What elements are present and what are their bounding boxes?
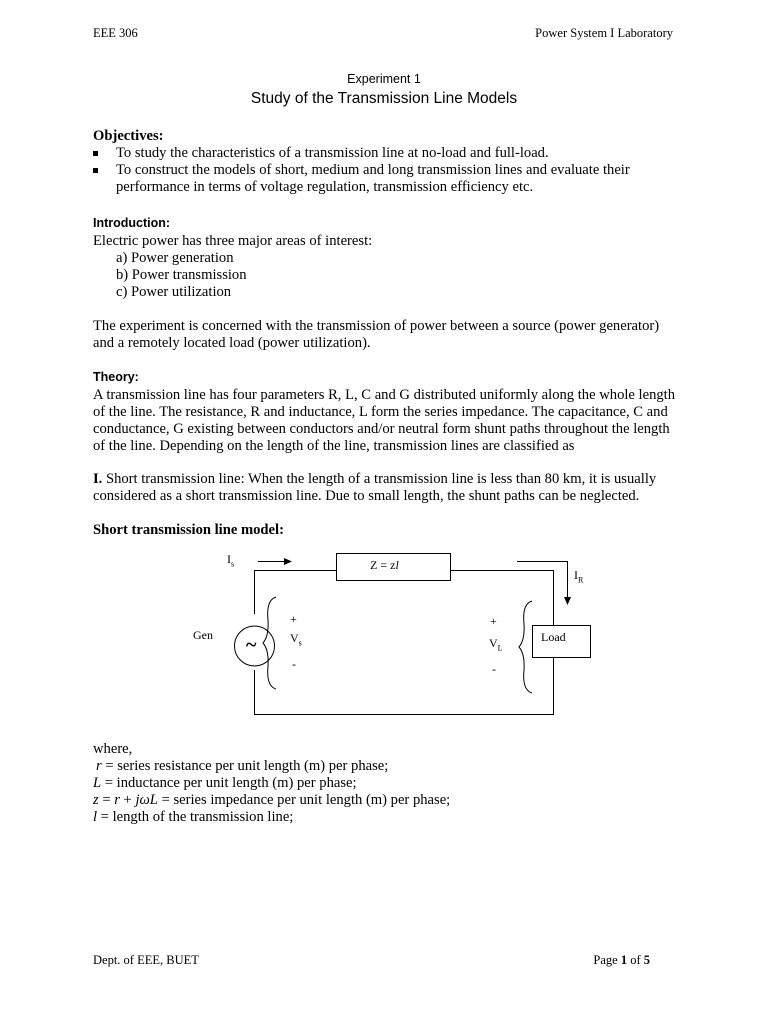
- ir-label: [574, 568, 583, 584]
- vl-plus: +: [490, 614, 497, 628]
- footer-page-word: Page: [593, 953, 621, 967]
- def-z-symbol: z: [93, 792, 99, 808]
- vs-plus: +: [290, 612, 297, 626]
- header-lab: Power System I Laboratory: [535, 26, 673, 40]
- def-L: [93, 775, 357, 792]
- impedance-label-prefix: Z = z: [370, 558, 396, 572]
- intro-paragraph-line: and a remotely located load (power utilization).: [93, 335, 371, 351]
- def-z-jwl: jωL: [135, 792, 158, 808]
- theory-line: conductance, G existing between conductors and/or neutral form shunt paths throughout the length: [93, 421, 670, 437]
- vl-minus: -: [492, 662, 496, 676]
- def-r-symbol: r: [96, 758, 102, 774]
- experiment-number: Experiment 1: [347, 72, 421, 86]
- theory-heading: Theory:: [93, 370, 139, 384]
- def-z-r: r: [114, 792, 120, 808]
- footer-of-word: of: [627, 953, 644, 967]
- vs-label-main: V: [290, 631, 299, 645]
- short-line-para-2: considered as a short transmission line. Due to small length, the shunt paths can be neglected.: [93, 488, 640, 504]
- theory-line: of the line. Depending on the length of the line, transmission lines are classified as: [93, 438, 575, 454]
- is-arrow-head-icon: [284, 558, 292, 565]
- impedance-label-l: l: [395, 558, 399, 572]
- ir-label-sub: R: [578, 575, 584, 585]
- vl-label: [489, 636, 503, 652]
- footer-page-current: 1: [620, 953, 628, 967]
- intro-list-item: a) Power generation: [116, 250, 234, 266]
- vl-label-sub: L: [497, 643, 503, 653]
- def-l-text: = length of the transmission line;: [97, 809, 294, 825]
- vl-brace: [519, 601, 532, 693]
- vs-minus: -: [292, 657, 296, 671]
- def-r: [96, 758, 388, 775]
- def-z-text: = series impedance per unit length (m) per phase;: [157, 792, 451, 808]
- footer-page-total: 5: [643, 953, 650, 967]
- def-L-symbol: L: [93, 775, 102, 791]
- intro-paragraph-line: The experiment is concerned with the transmission of power between a source (power generator): [93, 318, 660, 334]
- intro-list-item: c) Power utilization: [116, 284, 232, 300]
- impedance-label: [370, 558, 399, 573]
- objective-item-2: To construct the models of short, medium and long transmission lines and evaluate their: [116, 162, 630, 178]
- ir-arrow-head-icon: [564, 597, 571, 605]
- is-label-sub: s: [231, 559, 235, 569]
- is-label: [227, 552, 234, 568]
- def-l-symbol: l: [93, 809, 98, 825]
- def-l: [93, 809, 293, 826]
- footer-page-number: [593, 953, 650, 968]
- where-lead: where,: [93, 741, 133, 757]
- ir-label-main: I: [574, 568, 578, 582]
- short-line-label: I.: [93, 471, 103, 487]
- gen-label: Gen: [193, 628, 213, 642]
- intro-list-item: b) Power transmission: [116, 267, 247, 283]
- introduction-lead: Electric power has three major areas of interest:: [93, 233, 373, 249]
- header-course: EEE 306: [93, 26, 138, 40]
- def-z-eq: =: [98, 792, 115, 808]
- vs-label-sub: s: [298, 638, 302, 648]
- top-right-wire: [451, 571, 554, 626]
- vs-label: [290, 631, 302, 647]
- is-label-main: I: [227, 552, 231, 566]
- ir-arrow-shaft: [517, 562, 568, 599]
- def-z-plus: +: [119, 792, 136, 808]
- ac-source-icon: ~: [246, 634, 257, 656]
- short-line-text: Short transmission line: When the length of a transmission line is less than 80 km, it is usually: [102, 471, 657, 487]
- objectives-heading: Objectives:: [93, 128, 164, 144]
- load-label: Load: [541, 630, 566, 644]
- theory-line: A transmission line has four parameters R, L, C and G distributed uniformly along the whole length: [93, 387, 676, 403]
- page-title: Study of the Transmission Line Models: [250, 90, 518, 107]
- short-line-model-heading: Short transmission line model:: [93, 522, 284, 538]
- def-L-text: = inductance per unit length (m) per phase;: [101, 775, 357, 791]
- theory-line: of the line. The resistance, R and inductance, L form the series impedance. The capacitance, C and: [93, 404, 668, 420]
- objective-item-2-cont: performance in terms of voltage regulation, transmission efficiency etc.: [116, 179, 534, 195]
- objective-item-1: To study the characteristics of a transmission line at no-load and full-load.: [116, 145, 549, 161]
- footer-dept: Dept. of EEE, BUET: [93, 953, 199, 967]
- def-z: [93, 792, 450, 809]
- vl-label-main: V: [489, 636, 498, 650]
- def-r-text: = series resistance per unit length (m) per phase;: [101, 758, 389, 774]
- introduction-heading: Introduction:: [93, 216, 171, 230]
- top-left-wire: [255, 571, 337, 615]
- bottom-wire: [255, 657, 554, 715]
